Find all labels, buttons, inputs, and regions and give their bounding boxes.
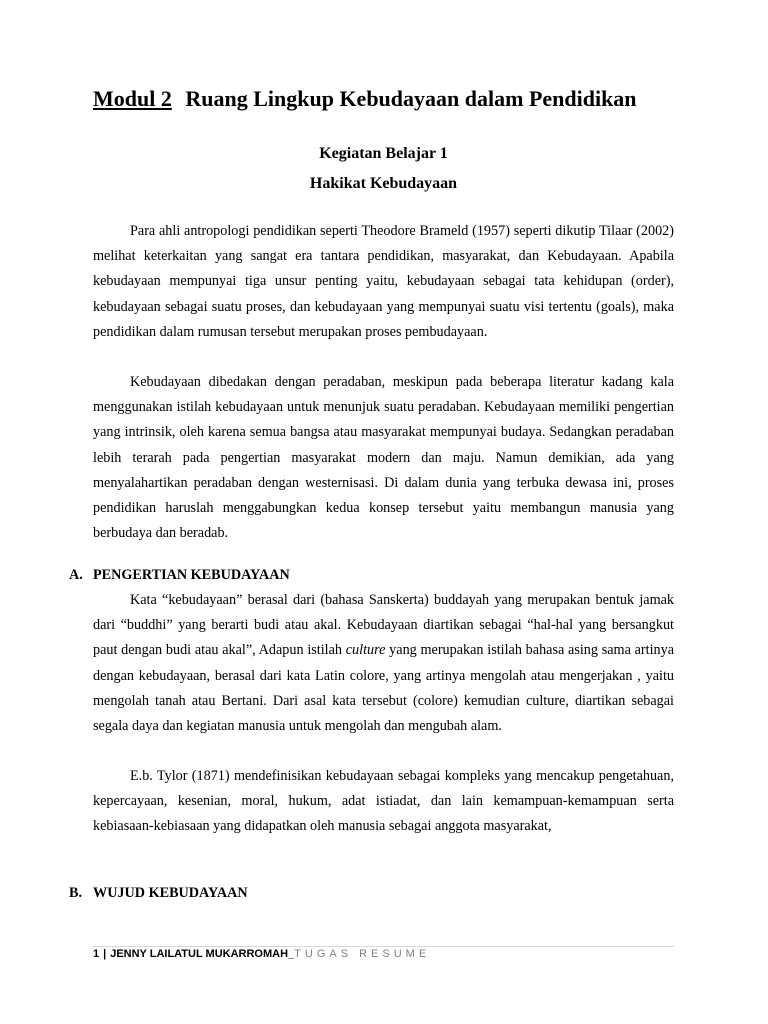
section-a-title: PENGERTIAN KEBUDAYAAN [93,567,290,583]
section-a-letter: A. [69,567,83,583]
section-b-heading [69,885,248,902]
module-title-text: Ruang Lingkup Kebudayaan dalam Pendidikan [185,86,637,111]
footer-divider [93,946,674,947]
footer-separator: | [103,948,107,960]
intro-paragraph-2: Kebudayaan dibedakan dengan peradaban, meskipun pada beberapa literatur kadang kala menggunakan istilah kebudayaan untuk menunjuk suatu peradaban. Kebudayaan memiliki pengertian yang intrinsik, oleh karena semua bangsa atau masyarakat mempunyai budaya. Sedangkan peradaban lebih terarah pada pengertian masyarakat modern dan maju. Namun demikian, ada yang menyalahartikan peradaban dengan westernisasi. Di dalam dunia yang terbuka dewasa ini, proses pendidikan haruslah menggabungkan kedua konsep tersebut yaitu membangun manusia yang berbudaya dan beradab. [93,374,674,542]
intro-paragraph-1: Para ahli antropologi pendidikan seperti Theodore Brameld (1957) seperti dikutip Tilaar (2002) melihat keterkaitan yang sangat era tantara pendidikan, masyarakat, dan Kebudayaan. Apabila kebudayaan mempunyai tiga unsur penting yaitu, kebudayaan sebagai tata kehidupan (order), kebudayaan sebagai suatu proses, dan kebudayaan yang mempunyai suatu visi tertentu (goals), maka pendidikan dalam rumusan tersebut merupakan proses pembudayaan. [93,223,674,340]
culture-term: culture [345,642,386,659]
section-a-p1-part2: yang merupakan istilah bahasa asing sama artinya dengan kebudayaan, berasal dari kata Latin colore, yang artinya mengolah atau mengerjakan , yaitu mengolah tanah atau Bertani. Dari asal kata tersebut (colore) kemudian culture, diartikan sebagai segala daya dan kegiatan manusia untuk mengolah dan mengubah alam. [93,642,675,735]
topic-subtitle: Hakikat Kebudayaan [309,175,458,192]
section-a-heading [69,567,290,584]
footer-doc-type: TUGAS RESUME [294,948,431,960]
module-number: Modul 2 [93,86,172,111]
section-a-p1-part1: Kata “kebudayaan” berasal dari (bahasa Sanskerta) buddayah yang merupakan bentuk jamak dari “buddhi” yang berarti budi atau akal. Kebudayaan diartikan sebagai “hal-hal yang bersangkut paut dengan budi atau akal”, Adapun istilah [93,592,674,659]
section-b-letter: B. [69,885,83,901]
page-number: 1 [93,948,100,960]
activity-subtitle: Kegiatan Belajar 1 [319,145,448,162]
section-a-paragraph-2: E.b. Tylor (1871) mendefinisikan kebudayaan sebagai kompleks yang mencakup pengetahuan, kepercayaan, kesenian, moral, hukum, adat istiadat, dan lain kemampuan-kemampuan serta kebiasaan-kebiasaan yang didapatkan oleh manusia sebagai anggota masyarakat, [93,768,674,835]
page-footer [93,948,430,960]
module-title [93,86,693,112]
footer-author: JENNY LAILATUL MUKARROMAH_ [110,948,295,960]
section-b-title: WUJUD KEBUDAYAAN [93,885,248,901]
section-a-paragraph-1 [93,588,674,739]
